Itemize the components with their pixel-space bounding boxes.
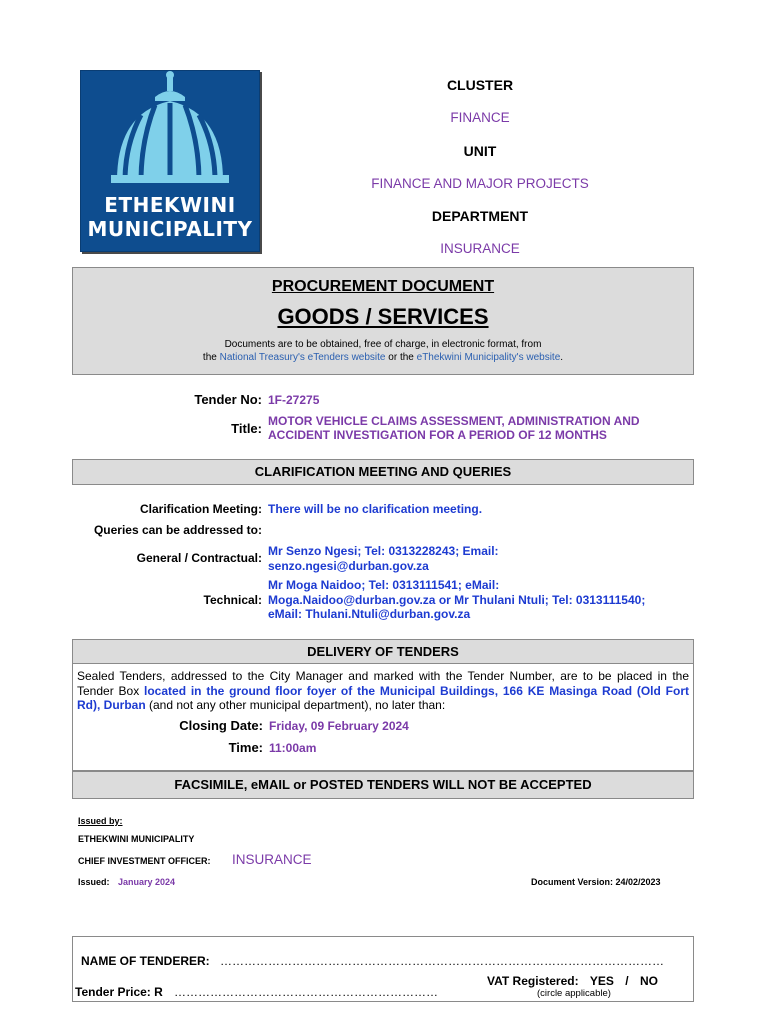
tenderer-name-field[interactable]: ………………………………………………………………………………………………… (220, 954, 664, 968)
tender-no-value: 1F-27275 (268, 393, 320, 407)
vat-label: VAT Registered: (487, 974, 579, 988)
vat-registered (487, 974, 658, 988)
cluster-value: FINANCE (450, 110, 510, 125)
delivery-heading: DELIVERY OF TENDERS (72, 639, 694, 664)
clarification-meeting-label: Clarification Meeting: (139, 502, 262, 516)
logo-text-line2: MUNICIPALITY (87, 217, 253, 241)
clarification-meeting-value: There will be no clarification meeting. (268, 502, 483, 516)
general-line1: Mr Senzo Ngesi; Tel: 0313228243; Email: (268, 544, 499, 558)
issued-date-value: January 2024 (118, 877, 176, 887)
closing-date-value: Friday, 09 February 2024 (269, 719, 409, 733)
no-fax-email-notice: FACSIMILE, eMAIL or POSTED TENDERS WILL NOT BE ACCEPTED (72, 771, 694, 799)
ethekwini-website-link[interactable]: eThekwini Municipality's website (416, 352, 561, 363)
closing-date-label: Closing Date: (179, 718, 263, 733)
note-line1: Documents are to be obtained, free of charge, in electronic format, from (224, 339, 542, 350)
tender-title-value (268, 414, 640, 442)
issued-by-label: Issued by: (78, 816, 123, 826)
note-pre: the (202, 352, 220, 363)
unit-value: FINANCE AND MAJOR PROJECTS (371, 176, 589, 191)
technical-contact-value (268, 578, 645, 622)
vat-circle-note: (circle applicable) (537, 988, 611, 999)
municipality-logo (80, 70, 260, 252)
tender-price-label: Tender Price: R (75, 985, 163, 999)
closing-time-label: Time: (228, 740, 263, 755)
cluster-label: CLUSTER (446, 77, 514, 93)
issuer-municipality: ETHEKWINI MUNICIPALITY (78, 834, 195, 844)
general-contact-value (268, 544, 499, 573)
vat-separator: / (625, 974, 629, 988)
document-version: Document Version: 24/02/2023 (531, 877, 661, 887)
closing-time-value: 11:00am (269, 741, 317, 755)
technical-line1: Mr Moga Naidoo; Tel: 0313111541; eMail: (268, 578, 500, 592)
technical-contact-label: Technical: (203, 593, 262, 607)
note-line2 (73, 351, 693, 364)
delivery-location: located in the ground floor foyer of the Municipal Buildings, 166 KE Masinga Road (Old Fort Rd), Durban (77, 683, 689, 712)
vat-yes-option[interactable]: YES (589, 974, 614, 988)
unit-label: UNIT (463, 143, 497, 159)
tender-price-field[interactable]: ………………………………………………………… (174, 985, 438, 999)
delivery-text-post: (and not any other municipal department), no later than: (145, 698, 446, 712)
general-email[interactable]: senzo.ngesi@durban.gov.za (268, 558, 429, 573)
technical-line3[interactable]: eMail: Thulani.Ntuli@durban.gov.za (268, 607, 471, 621)
delivery-text-pre: Sealed Tenders, addressed to the City Manager and marked with the Tender Number, are to be placed in the Tender Box (77, 669, 689, 698)
logo-text-line1: ETHEKWINI (104, 193, 236, 217)
general-contact-label: General / Contractual: (136, 551, 262, 565)
procurement-note (73, 338, 693, 364)
clarification-heading: CLARIFICATION MEETING AND QUERIES (72, 459, 694, 485)
note-end: . (560, 352, 564, 363)
tender-title-line2: ACCIDENT INVESTIGATION FOR A PERIOD OF 12 MONTHS (268, 428, 607, 442)
issued-date-label: Issued: (78, 877, 110, 887)
vat-no-option[interactable]: NO (639, 974, 658, 988)
procurement-title: PROCUREMENT DOCUMENT (271, 278, 495, 295)
tenderer-box (72, 936, 694, 1002)
procurement-header-box (72, 267, 694, 375)
officer-value: INSURANCE (232, 852, 312, 867)
department-label: DEPARTMENT (431, 208, 529, 224)
technical-line2[interactable]: Moga.Naidoo@durban.gov.za or Mr Thulani Ntuli; Tel: 0313111540; (268, 592, 646, 607)
officer-label: CHIEF INVESTMENT OFFICER: (78, 856, 211, 866)
department-value: INSURANCE (440, 241, 520, 256)
note-mid: or the (385, 352, 417, 363)
tenderer-name-label: NAME OF TENDERER: (81, 954, 210, 968)
procurement-subtitle: GOODS / SERVICES (277, 304, 489, 329)
tender-no-label: Tender No: (194, 392, 262, 407)
delivery-paragraph (77, 669, 689, 713)
etenders-link[interactable]: National Treasury's eTenders website (219, 352, 386, 363)
tender-title-line1: MOTOR VEHICLE CLAIMS ASSESSMENT, ADMINISTRATION AND (268, 414, 640, 428)
delivery-box (72, 663, 694, 771)
tender-title-label: Title: (231, 421, 262, 436)
queries-label: Queries can be addressed to: (93, 523, 262, 537)
